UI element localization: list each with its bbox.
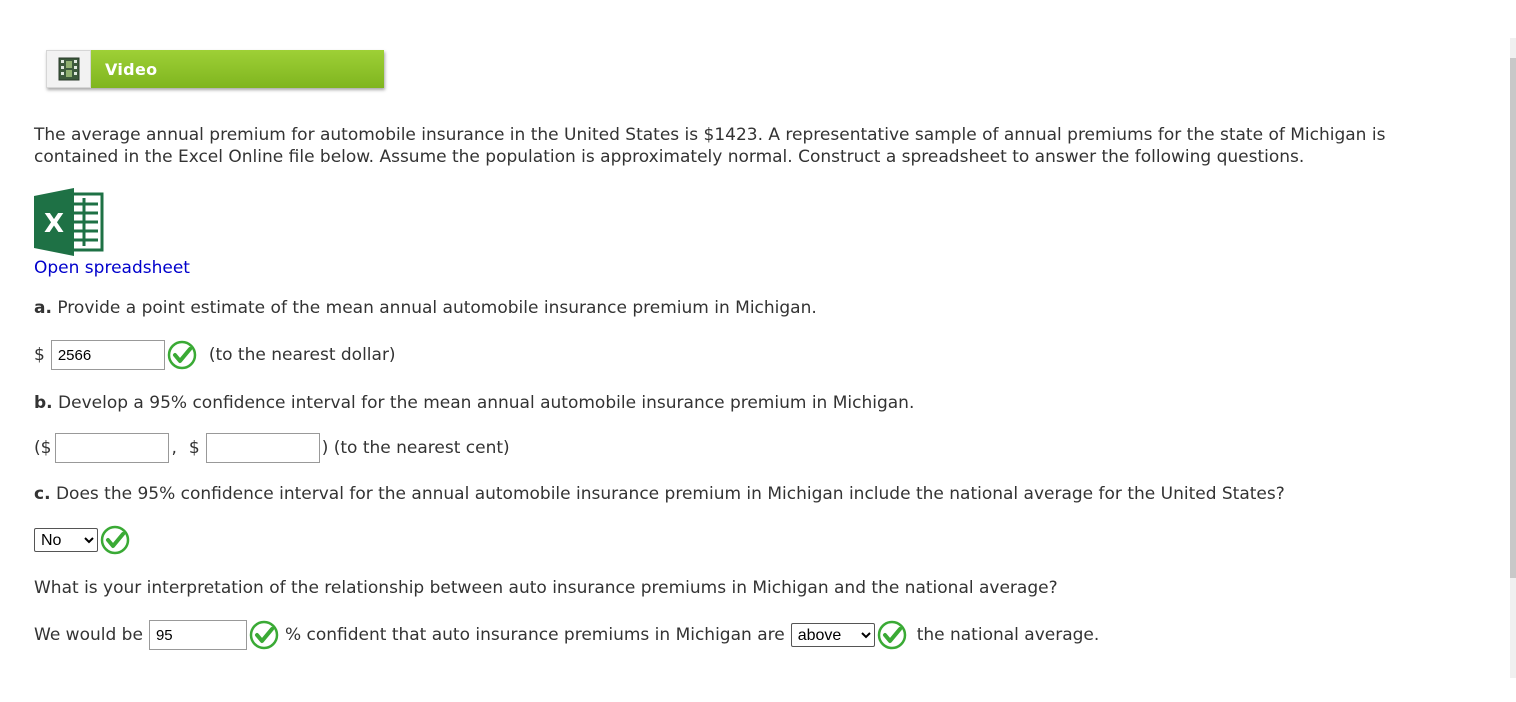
film-icon [46,50,91,88]
part-b-question [34,393,914,413]
above-below-select[interactable] [791,623,875,647]
part-b-answer-row [34,433,510,463]
part-b-note: ) (to the nearest cent) [321,438,510,458]
part-b-label: b. [34,393,53,413]
dollar-sign: $ [188,438,200,458]
scrollbar[interactable] [1510,38,1516,678]
check-icon [249,620,279,650]
interpretation-answer-row [34,620,1099,650]
interpretation-question: What is your interpretation of the relationship between auto insurance premiums in Michigan and the national average? [34,578,1058,598]
check-icon [167,340,197,370]
check-icon [877,620,907,650]
problem-statement: The average annual premium for automobile insurance in the United States is $1423. A representative sample of annual premiums for the state of Michigan is contained in the Excel Online file below. Assume the population is approximately normal. Construct a spreadsheet to answer the following questions. [34,125,1386,167]
includes-average-select[interactable] [34,528,98,552]
open-spreadsheet-link[interactable]: Open spreadsheet [34,258,190,278]
check-icon [100,525,130,555]
video-button[interactable] [46,50,384,88]
lower-bound-input[interactable] [55,433,169,463]
interval-open: ($ [34,438,52,458]
interpretation-prefix: We would be [34,625,143,645]
interpretation-suffix: the national average. [916,625,1100,645]
point-estimate-input[interactable] [51,340,165,370]
part-c-text: Does the 95% confidence interval for the annual automobile insurance premium in Michigan include the national average for the United States? [55,484,1285,504]
part-a-text: Provide a point estimate of the mean annual automobile insurance premium in Michigan. [57,298,817,318]
part-c-label: c. [34,484,51,504]
interpretation-middle: % confident that auto insurance premiums in Michigan are [284,625,785,645]
confidence-input[interactable] [149,620,247,650]
video-label: Video [91,50,384,88]
scroll-thumb[interactable] [1510,58,1516,578]
part-c-question [34,484,1285,504]
part-a-question [34,298,817,318]
part-a-label: a. [34,298,52,318]
upper-bound-input[interactable] [206,433,320,463]
part-a-note: (to the nearest dollar) [208,345,396,365]
svg-text:X: X [43,209,65,239]
part-b-text: Develop a 95% confidence interval for the mean annual automobile insurance premium in Michigan. [58,393,915,413]
dollar-sign: $ [34,345,45,365]
excel-icon[interactable] [34,188,106,261]
interval-comma: , [171,438,177,458]
part-c-answer-row [34,525,130,555]
part-a-answer-row [34,340,396,370]
